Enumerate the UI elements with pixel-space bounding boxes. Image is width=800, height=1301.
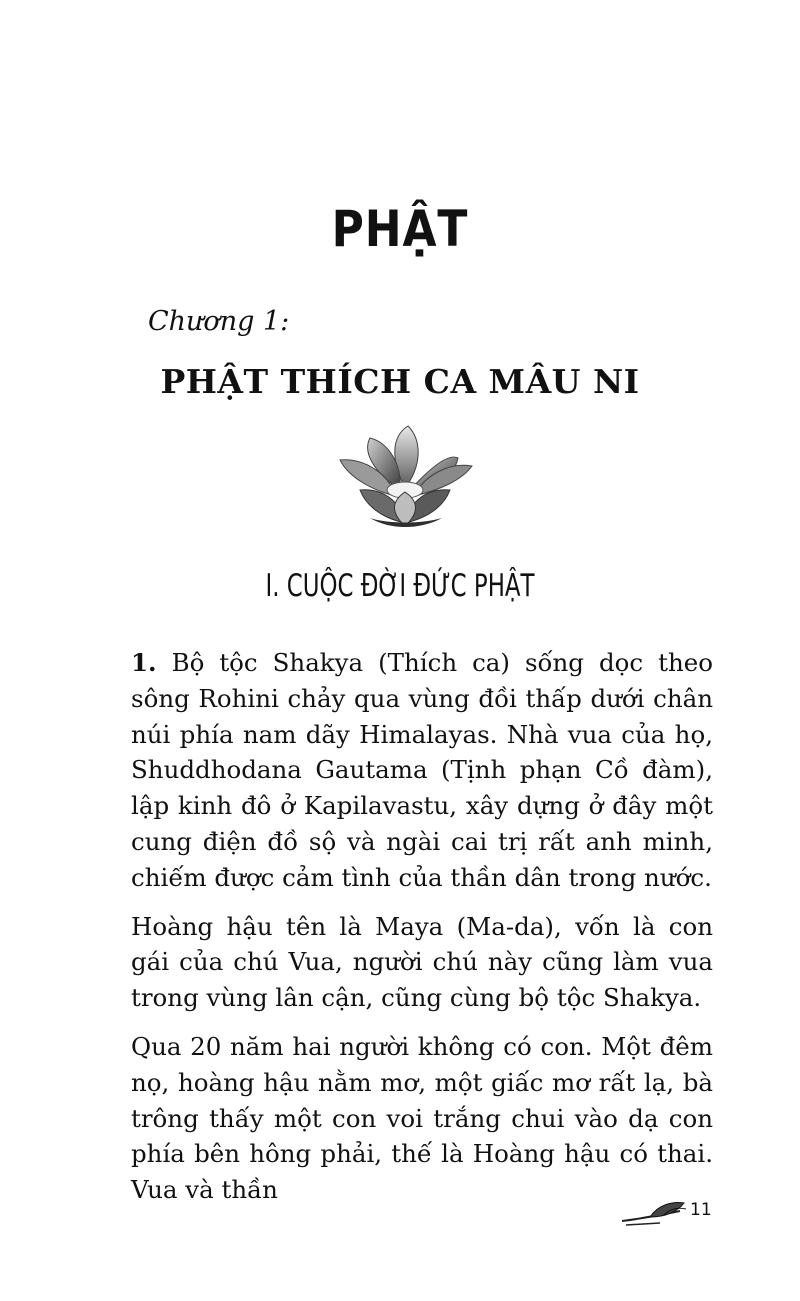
paragraph-text: Bộ tộc Shakya (Thích ca) sống dọc theo sông Rohini chảy qua vùng đồi thấp dưới chân núi phía nam dãy Himalayas. Nhà vua của họ, Shuddhodana Gautama (Tịnh phạn Cồ đàm), lập kinh đô ở Kapilavastu, xây dựng ở đây một cung điện đồ sộ và ngài cai trị rất anh minh, chiếm được cảm tình của thần dân trong nước. — [131, 648, 713, 892]
section-title: I. CUỘC ĐỜI ĐỨC PHẬT — [265, 568, 535, 604]
page-number: 11 — [690, 1200, 712, 1220]
paragraph-text: Qua 20 năm hai người không có con. Một đêm nọ, hoàng hậu nằm mơ, một giấc mơ rất lạ, bà trông thấy một con voi trắng chui vào dạ con phía bên hông phải, thế là Hoàng hậu có thai. Vua và thần — [131, 1031, 713, 1205]
part-title: PHẬT — [331, 200, 469, 258]
lotus-flower-icon — [330, 418, 480, 533]
chapter-label: Chương 1: — [148, 306, 290, 337]
paragraph-3 — [131, 1029, 713, 1208]
paragraph-text: Hoàng hậu tên là Maya (Ma-da), vốn là con gái của chú Vua, người chú này cũng làm vua trong vùng lân cận, cũng cùng bộ tộc Shakya. — [131, 911, 713, 1013]
paragraph-2 — [131, 909, 713, 1016]
paragraph-1 — [131, 645, 713, 896]
chapter-title: PHẬT THÍCH CA MÂU NI — [160, 362, 640, 401]
paragraph-number: 1. — [131, 648, 157, 677]
body-text — [131, 645, 713, 1221]
